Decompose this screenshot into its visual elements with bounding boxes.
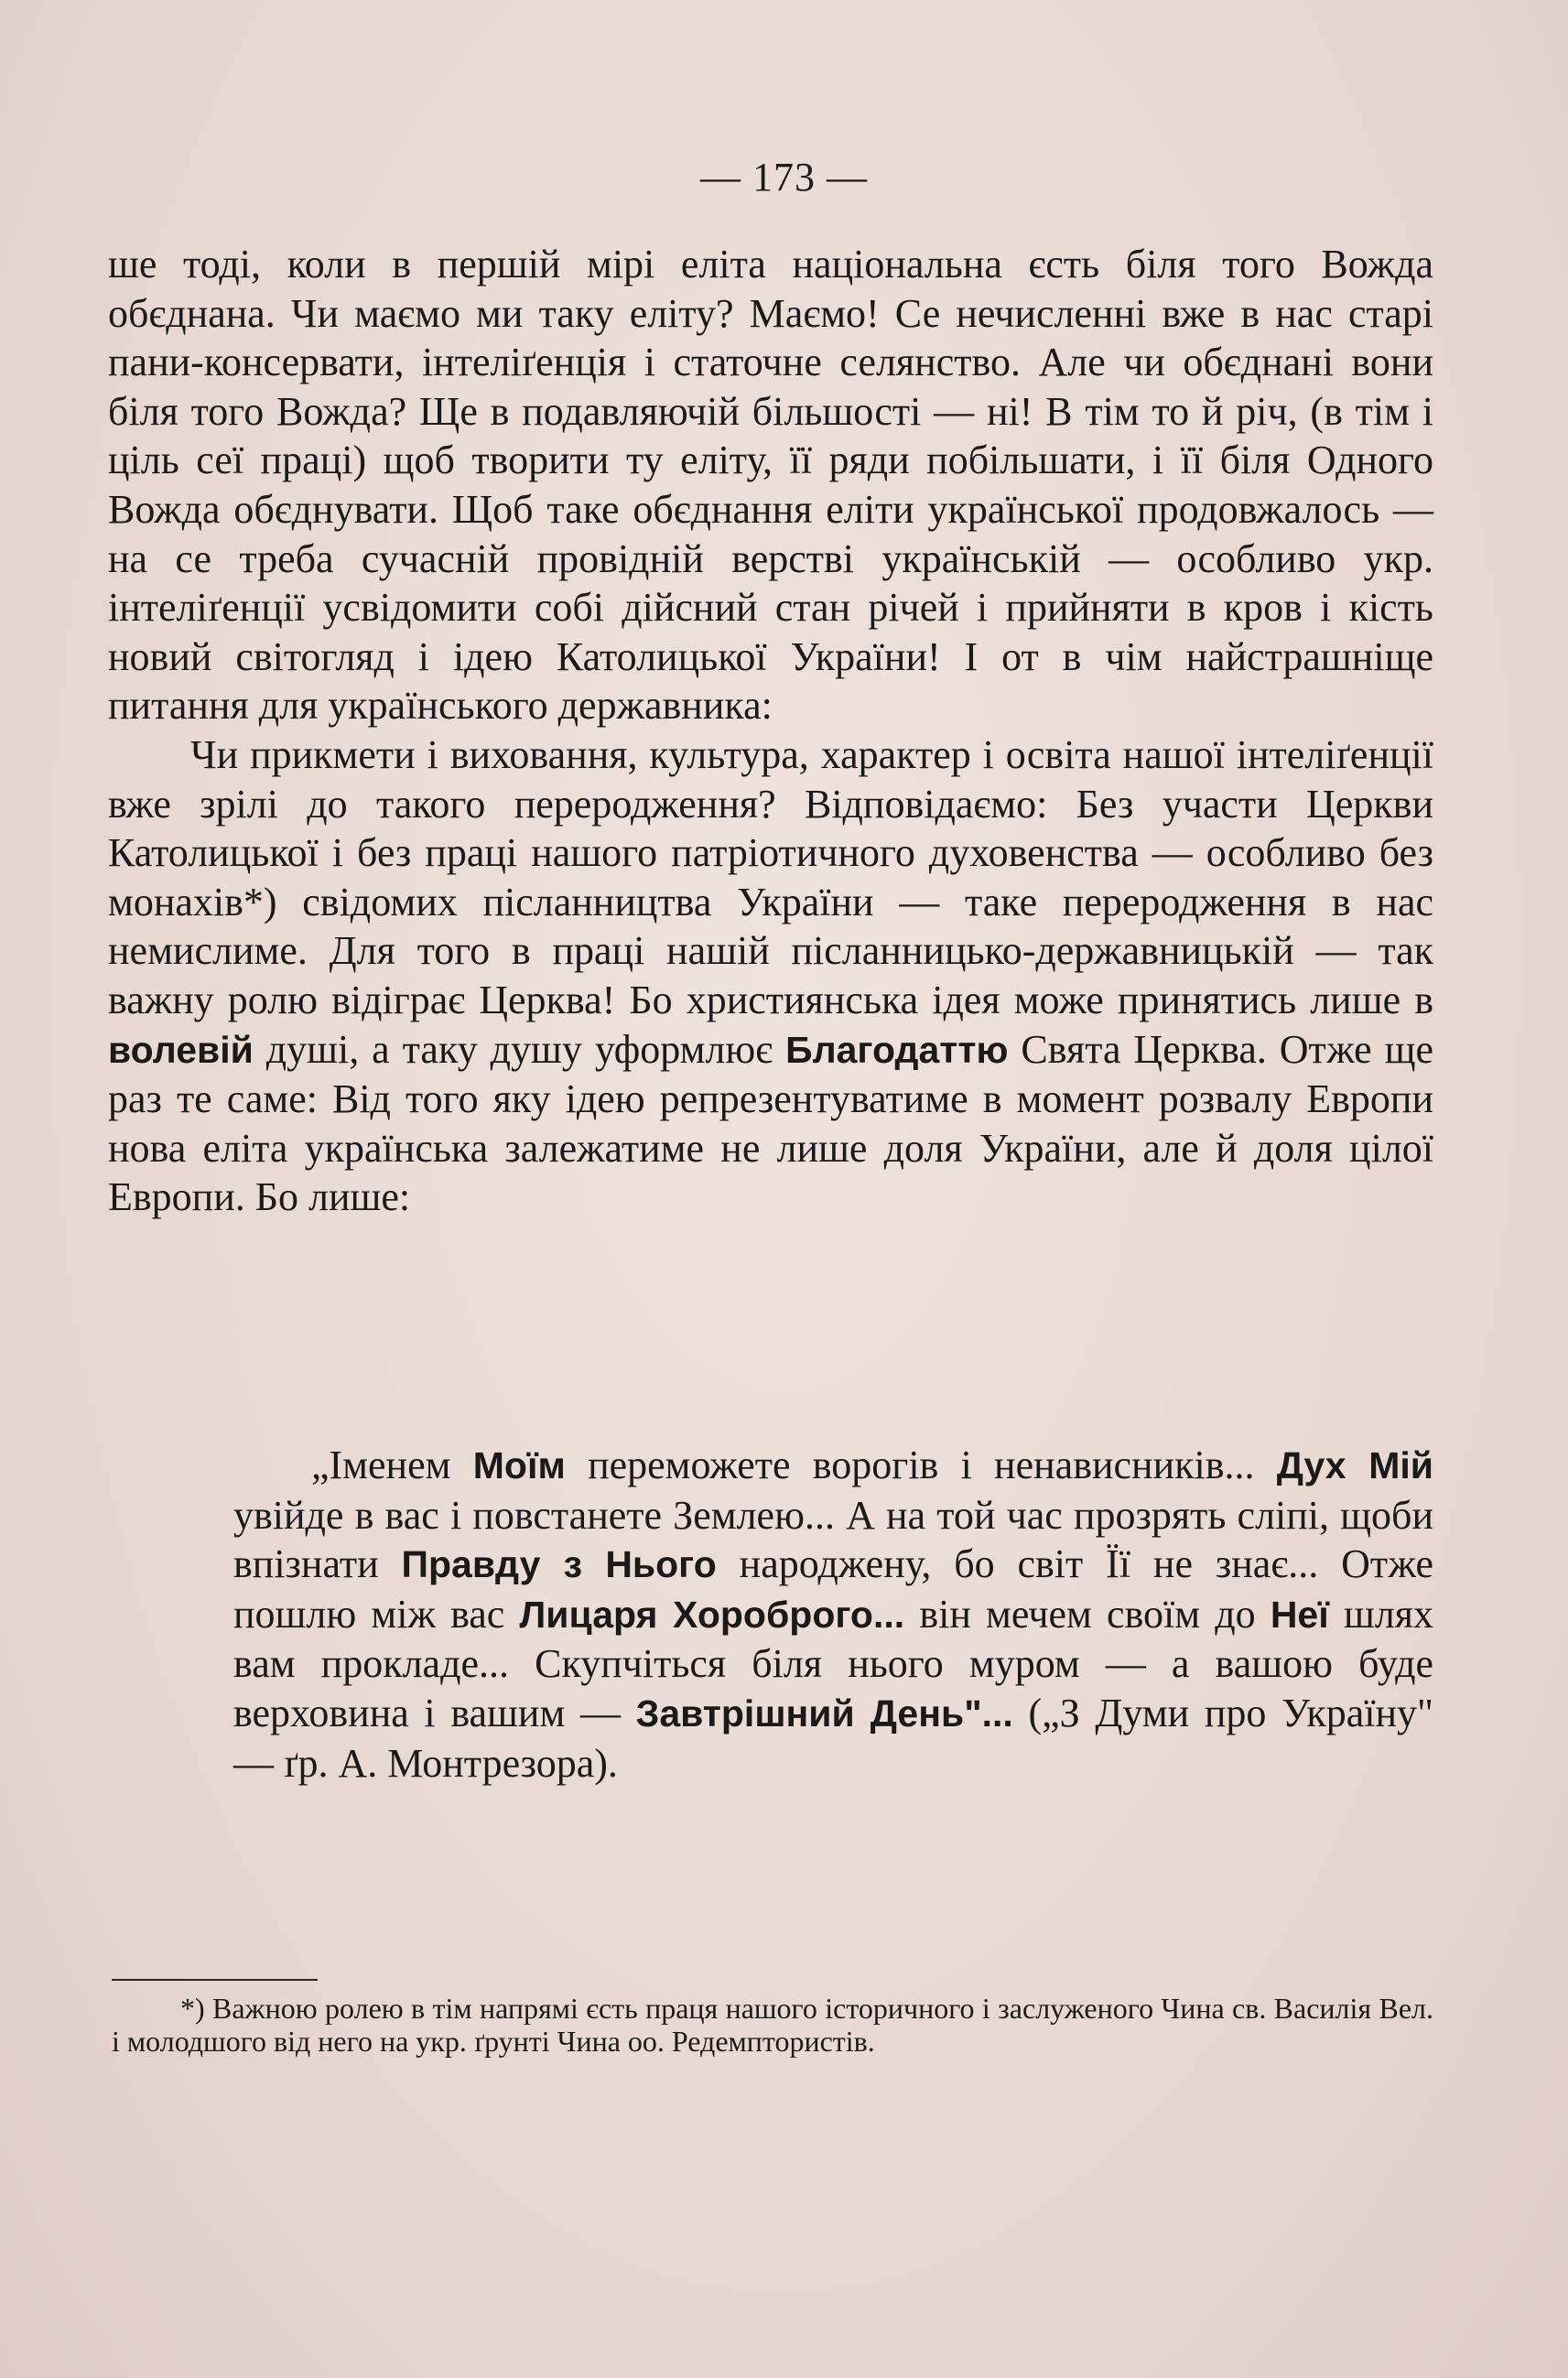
paragraph-2 [108,730,1433,1222]
footnote [112,1992,1433,2058]
quote-source: („З Думи про Україну" — ґр. А. Монтрезора). [233,1690,1434,1786]
quote-bold-3: Правду з Нього [401,1543,717,1586]
page-number: — 173 — [700,155,868,200]
quote-part-3: увійде в вас і повстанете Землею... А на той час прозрять сліпі, щоби впізнати [233,1492,1433,1587]
quote-bold-5: Неї [1270,1593,1329,1636]
paragraph-1: ше тоді, коли в першій мірі еліта національна єсть біля того Вожда обєднана. Чи маємо ми таку еліту? Маємо! Се нечисленні вже в нас старі пани-консервати, інтеліґенція і статочне селянство. Але чи обєднані вони біля того Вожда? Ще в подавляючій більшості — ні! В тім то й річ, (в тім і ціль сеї праці) щоб творити ту еліту, її ряди побільшати, і її біля Одного Вожда обєднувати. Щоб таке обєднання еліти української продовжалось — на се треба сучасній провідній верстві українській — особливо укр. інтеліґенції усвідомити собі дійсний стан річей і прийняти в кров і кість новий світогляд і ідею Католицької України! І от в чім найстрашніще питання для українського державника: [108,242,1433,729]
quote-part-2: переможете ворогів і ненависників... [588,1443,1255,1487]
main-text [108,240,1433,1222]
quotation-text [233,1441,1433,1788]
bold-word-blahodattiu: Благодаттю [785,1028,1009,1071]
quote-bold-2: Дух Мій [1276,1444,1434,1486]
bold-word-volevii: волевій [108,1028,254,1071]
quote-part-4: народжену, бо світ Її не знає... Отже пошлю між вас [233,1541,1433,1637]
paragraph-2-text-d: Свята Церква. Отже ще раз те саме: Від того яку ідею репрезентуватиме в момент розвалу Европи нова еліта українська залежатиме не лише доля України, але й доля цілої Европи. Бо лише: [108,1026,1434,1220]
paragraph-2-text-a: Чи прикмети і виховання, культура, характер і освіта нашої інтеліґенції вже зрілі до такого переродження? Відповідаємо: Без участи Церкви Католицької і без праці нашого патріотичного духовенства — особливо без монахів*) свідомих післанництва України — таке переродження в нас немислиме. Для того в праці нашій післанницько-державницькій — так важну ролю відіграє Церква! Бо християнська ідея може принятись лише в [108,731,1433,1022]
quote-bold-1: Моїм [472,1444,566,1486]
quotation-block [233,1441,1433,1788]
quote-bold-6: Завтрішний День"... [635,1692,1013,1735]
quote-part-1: „Іменем [311,1443,451,1487]
quote-part-6: шлях вам прокладе... Скупчіться біля нього муром — а вашою буде верховина і вашим — [233,1591,1434,1735]
footnote-divider [112,1979,318,1981]
quote-part-5: він мечем своїм до [919,1591,1256,1637]
footnote-text: *) Важною ролею в тім напрямі єсть праця нашого історичного і заслуженого Чина св. Василія Вел. і молодшого від него на укр. ґрунті Чина оо. Редемптористів. [112,1992,1433,2058]
paragraph-2-text-c: душі, а таку душу уформлює [265,1026,773,1072]
quote-bold-4: Лицаря Хороброго... [519,1593,905,1636]
